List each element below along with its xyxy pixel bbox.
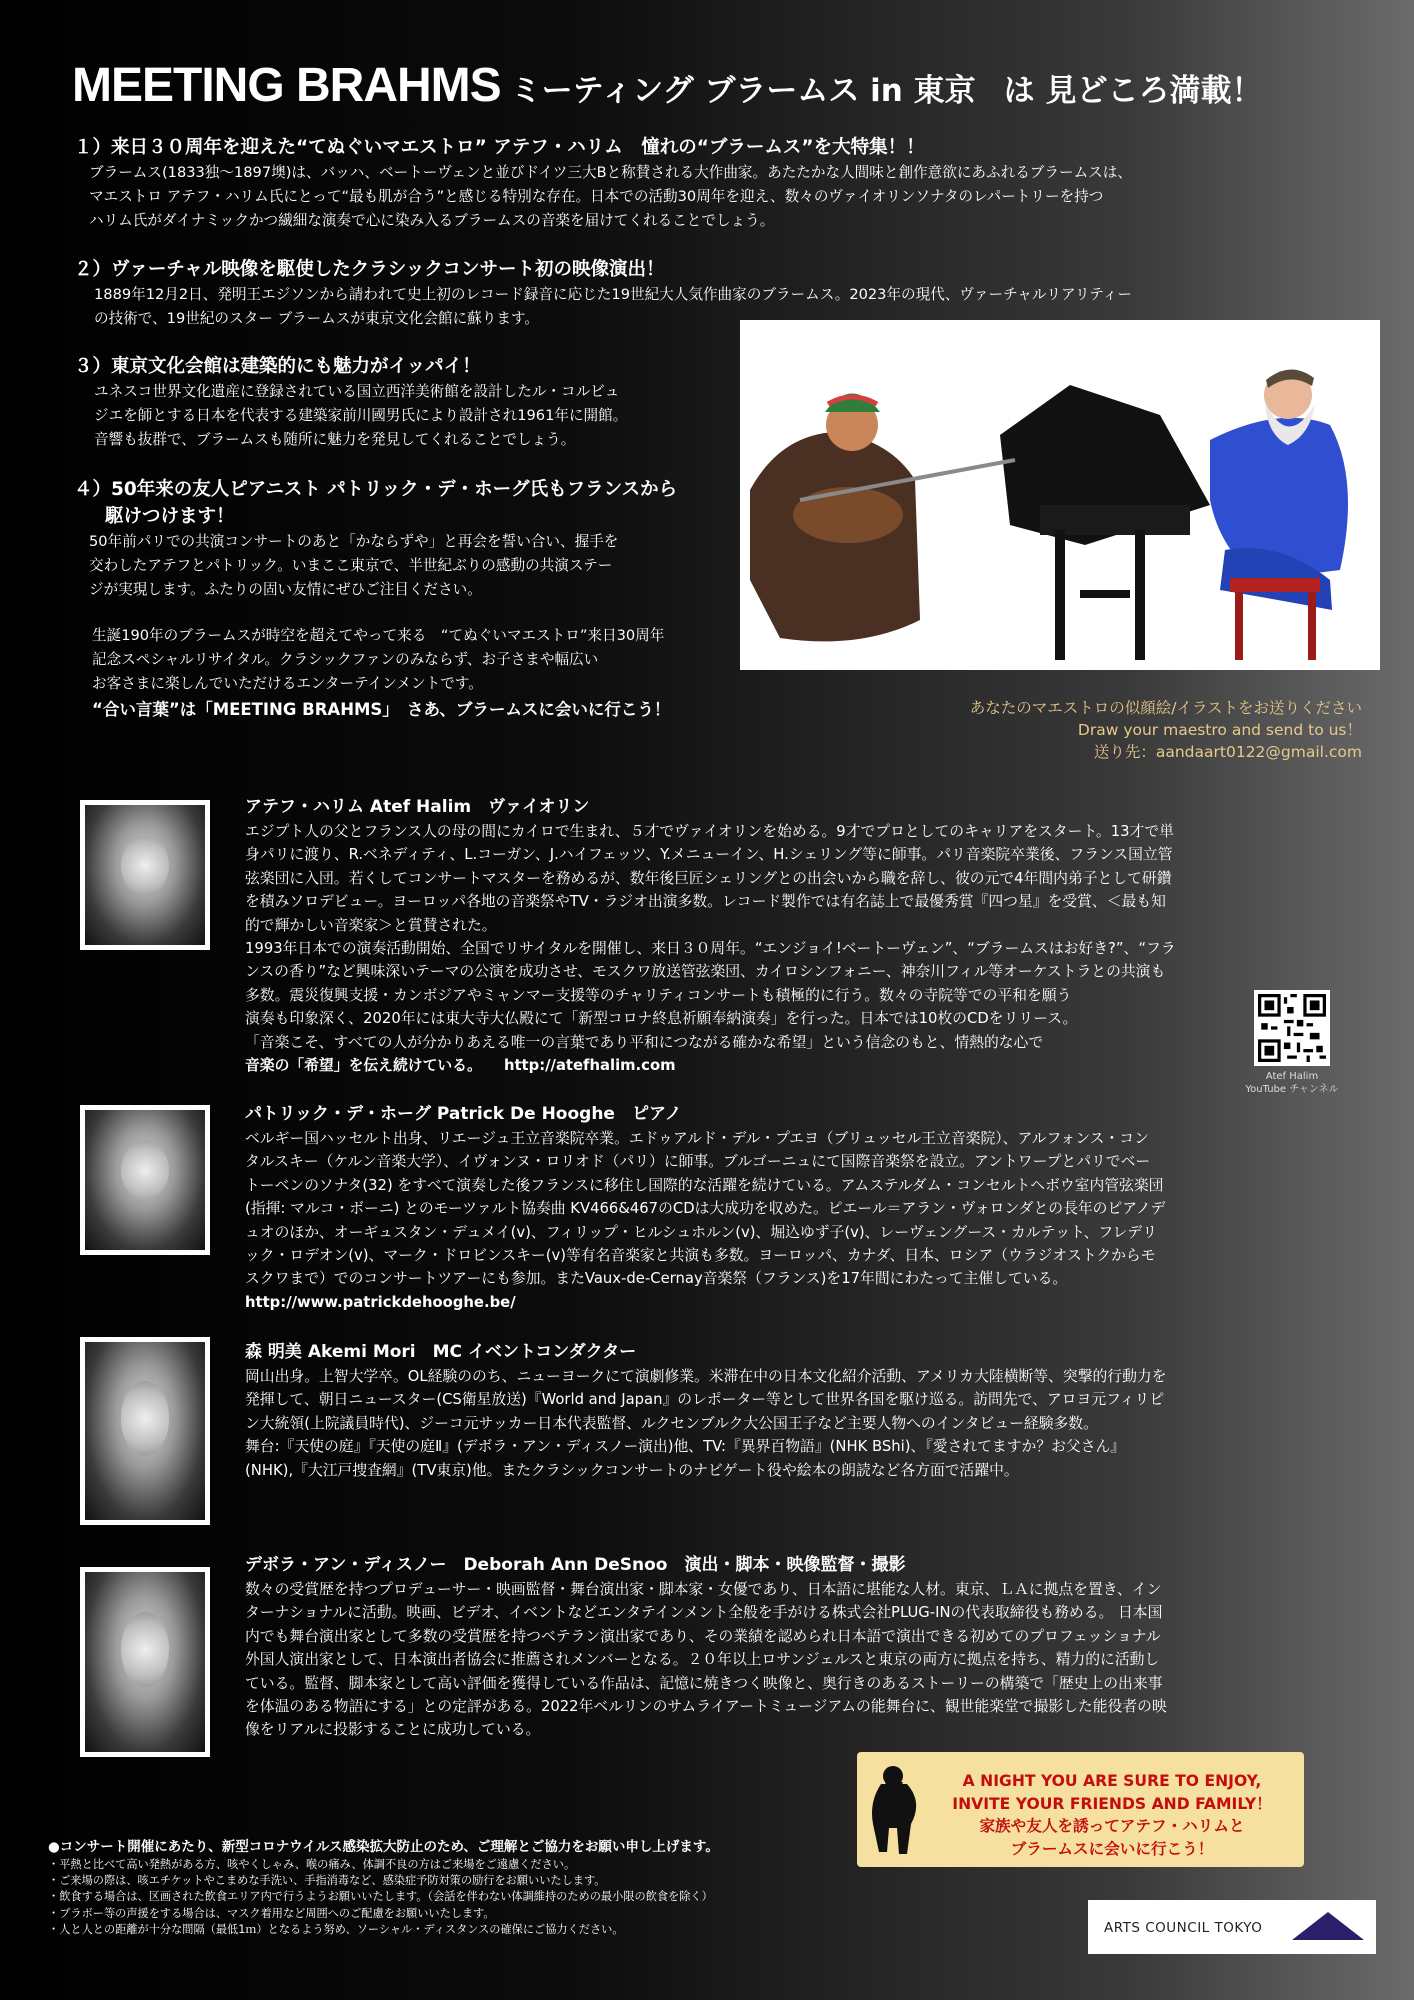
qr-caption: [1214, 1070, 1370, 1096]
bio-line: 身パリに渡り、R.ベネディティ、L.コーガン、J.ハイフェッツ、Y.メニューイン、H.シェリング等に師事。パリ音楽院卒業後、フランス国立管: [245, 846, 1173, 864]
qr-caption-name: Atef Halim: [1265, 1071, 1319, 1082]
notice-item: ・飲食する場合は、区画された飲食エリア内で行うようお願いいたします。（会話を伴わない体調維持のための最小限の飲食を除く）: [48, 1890, 713, 1904]
section-4: [74, 476, 754, 602]
bio-line: スクワまで）でのコンサートツアーにも参加。またVaux-de-Cernay音楽祭（フランス)を17年間にわたって主催している。: [245, 1270, 1068, 1288]
caption-email[interactable]: 送り先：aandaart0122@gmail.com: [1093, 743, 1362, 761]
section-3-line: 音響も抜群で、ブラームスも随所に魅力を発見してくれることでしょう。: [94, 431, 576, 448]
bio-line-url[interactable]: http://www.patrickdehooghe.be/: [245, 1293, 516, 1311]
title-tail: は 見どころ満載！: [1003, 73, 1263, 109]
logo-triangle-icon: [1290, 1910, 1366, 1942]
bio-patrick-de-hooghe: [245, 1102, 1345, 1314]
section-2-line: の技術で、19世紀のスター ブラームスが東京文化会館に蘇ります。: [94, 310, 539, 327]
section-3: [74, 353, 754, 452]
banner-line-1: A NIGHT YOU ARE SURE TO ENJOY,: [962, 1772, 1262, 1790]
bio-atef-halim: [245, 795, 1345, 1077]
caption-request: あなたのマエストロの似顔絵/イラストをお送りください: [969, 699, 1362, 717]
closing-line: 生誕190年のブラームスが時空を超えてやって来る “てぬぐいマエストロ”来日30周年: [92, 627, 665, 644]
section-1-heading: １）来日３０周年を迎えた“てぬぐいマエストロ” アテフ・ハリム 憧れの“ブラームス”を大特集！！: [74, 137, 925, 158]
bio-line: ンスの香り”など興味深いテーマの公演を成功させ、モスクワ放送管弦楽団、カイロシンフォニー、神奈川フィル等オーケストラとの共演も: [245, 963, 1166, 981]
bio-akemi-mori: [245, 1340, 1345, 1482]
title-english: MEETING BRAHMS: [72, 59, 501, 112]
qr-caption-channel: YouTube チャンネル: [1245, 1084, 1339, 1095]
closing-slogan: “合い言葉”は「MEETING BRAHMS」 さあ、ブラームスに会いに行こう！: [92, 700, 671, 719]
section-2-heading: ２）ヴァーチャル映像を駆使したクラシックコンサート初の映像演出！: [74, 259, 665, 280]
caption-english: Draw your maestro and send to us！: [1077, 721, 1362, 739]
bio-line: (NHK),『大江戸捜査網』(TV東京)他。またクラシックコンサートのナビゲート役や絵本の朗読など各方面で活躍中。: [245, 1461, 1019, 1479]
bio-line: タルスキー（ケルン音楽大学）、イヴォンヌ・ロリオド（パリ）に師事。ブルゴーニュにて国際音楽祭を設立。アントワープとパリでベー: [245, 1153, 1151, 1171]
notice-item: ・人と人との距離が十分な間隔（最低1ｍ）となるよう努め、ソーシャル・ディスタンスの確保にご協力ください。: [48, 1922, 624, 1936]
section-1-line: ブラームス(1833独〜1897墺)は、バッハ、ベートーヴェンと並びドイツ三大Bと称賛される大作曲家。あたたかな人間味と創作意欲にあふれるブラームスは、: [89, 164, 1132, 181]
bio-line: 「音楽こそ、すべての人が分かりあえる唯一の言葉であり平和につながる確かな希望」という信念のもと、情熱的な心で: [245, 1033, 1044, 1051]
bio-line: 数々の受賞歴を持つプロデューサー・映画監督・舞台演出家・脚本家・女優であり、日本語に堪能な人材。東京、ＬＡに拠点を置き、イン: [245, 1581, 1162, 1598]
section-3-line: ジエを師とする日本を代表する建築家前川國男氏により設計され1961年に開館。: [94, 407, 628, 424]
section-1-line: マエストロ アテフ・ハリム氏にとって“最も肌が合う”と感じる特別な存在。日本での活動30周年を迎え、数々のヴァイオリンソナタのレパートリーを持つ: [89, 188, 1104, 205]
bio-line: 多数。震災復興支援・カンボジアやミャンマー支援等のチャリティコンサートも積極的に行う。数々の寺院等での平和を願う: [245, 986, 1072, 1004]
covid-notice: [48, 1838, 848, 1938]
bio-heading: デボラ・アン・ディスノー Deborah Ann DeSnoo 演出・脚本・映像監督・撮影: [245, 1555, 906, 1575]
section-4-line: ジが実現します。ふたりの固い友情にぜひご注目ください。: [89, 581, 482, 598]
bio-line: 舞台:『天使の庭』『天使の庭Ⅱ』(デボラ・アン・ディスノー演出)他、TV:『異界百物語』(NHK BShi)、『愛されてますか？お父さん』: [245, 1438, 1126, 1456]
bio-line: 外国人演出家として、日本演出者協会に推薦されメンバーとなる。２０年以上ロサンジェルスと東京の両方に拠点を持ち、精力的に活動し: [245, 1651, 1160, 1669]
bio-line: 岡山出身。上智大学卒。OL経験ののち、ニューヨークにて演劇修業。米滞在中の日本文化紹介活動、アメリカ大陸横断等、突撃的行動力を: [245, 1368, 1167, 1385]
bio-line: ン大統領(上院議員時代)、ジーコ元サッカー日本代表監督、ルクセンブルク大公国王子など主要人物へのインタビュー経験多数。: [245, 1414, 1098, 1432]
section-2-line: 1889年12月2日、発明王エジソンから請われて史上初のレコード録音に応じた19世紀大人気作曲家のブラームス。2023年の現代、ヴァーチャルリアリティー: [94, 286, 1132, 303]
youtube-qr-code[interactable]: [1254, 990, 1330, 1066]
bio-line: 弦楽団に入団。若くしてコンサートマスターを務めるが、数年後巨匠シェリングとの出会いから職を辞し、彼の元で4年間内弟子として研鑽: [245, 869, 1172, 887]
bio-line: ている。監督、脚本家として高い評価を獲得している作品は、記憶に焼きつく映像と、奥行きのあるストーリーの構築で「歴史上の出来事: [245, 1674, 1163, 1692]
invite-banner: [857, 1752, 1304, 1867]
bio-heading: アテフ・ハリム Atef Halim ヴァイオリン: [245, 797, 590, 817]
bio-line: 発揮して、朝日ニュースター(CS衛星放送)『World and Japan』のレポーター等として世界各国を駆け巡る。訪問先で、アロヨ元フィリピ: [245, 1391, 1165, 1409]
bio-heading: パトリック・デ・ホーグ Patrick De Hooghe ピアノ: [245, 1104, 682, 1124]
closing-line: お客さまに楽しんでいただけるエンターテインメントです。: [92, 675, 483, 692]
bio-line: トーベンのソナタ(32) をすべて演奏した後フランスに移住し国際的な活躍を続けている。アムステルダム・コンセルトヘボウ室内管弦楽団: [245, 1176, 1164, 1194]
section-4-heading-cont: 駆けつけます！: [80, 506, 235, 527]
section-4-line: 50年前パリでの共演コンサートのあと「かならずや」と再会を誓い合い、握手を: [89, 533, 619, 550]
notice-item: ・ご来場の際は、咳エチケットやこまめな手洗い、手指消毒など、感染症予防対策の励行をお願いいたします。: [48, 1874, 606, 1888]
title-japanese: ミーティング ブラームス in 東京: [510, 73, 976, 109]
page-title: [72, 58, 1262, 113]
notice-heading: ●コンサート開催にあたり、新型コロナウイルス感染拡大防止のため、ご理解とご協力をお願い申し上げます。: [48, 1839, 719, 1855]
closing-line: 記念スペシャルリサイタル。クラシックファンのみならず、お子さまや幅広い: [92, 651, 599, 668]
bio-line: を積みソロデビュー。ヨーロッパ各地の音楽祭やTV・ラジオ出演多数。レコード製作では有名誌上で最優秀賞『四つ星』を受賞、＜最も知: [245, 893, 1166, 911]
banner-line-2: INVITE YOUR FRIENDS AND FAMILY！: [952, 1794, 1272, 1813]
logo-text: ARTS COUNCIL TOKYO: [1104, 1920, 1263, 1936]
bio-heading: 森 明美 Akemi Mori MC イベントコンダクター: [245, 1342, 637, 1362]
section-4-line: 交わしたアテフとパトリック。いまここ東京で、半世紀ぶりの感動の共演ステー: [89, 557, 613, 574]
notice-item: ・平熱と比べて高い発熱がある方、咳やくしゃみ、喉の痛み、体調不良の方はご来場をご遠慮ください。: [48, 1858, 576, 1871]
bio-line-url[interactable]: 音楽の「希望」を伝え続けている。 http://atefhalim.com: [245, 1057, 676, 1075]
bio-line: 像をリアルに投影することに成功している。: [245, 1721, 541, 1739]
atef-halim-photo: [80, 800, 210, 950]
bio-line: ターナショナルに活動。映画、ビデオ、イベントなどエンタテインメント全般を手がける株式会社PLUG-INの代表取締役も務める。 日本国: [245, 1604, 1163, 1622]
bio-line: ュオのほか、オーギュスタン・デュメイ(v)、フィリップ・ヒルシュホルン(v)、堀込ゆず子(v)、レーヴェングース・カルテット、フレデリ: [245, 1223, 1158, 1241]
section-4-heading: ４）50年来の友人ピアニスト パトリック・デ・ホーグ氏もフランスから: [74, 479, 678, 500]
akemi-mori-photo: [80, 1337, 210, 1525]
section-1: [74, 134, 1374, 233]
patrick-de-hooghe-photo: [80, 1105, 210, 1255]
bio-line: 内でも舞台演出家として多数の受賞歴を持つベテラン演出家であり、その業績を認められ日本語で演出できる初めてのプロフェッショナル: [245, 1627, 1161, 1645]
closing-message: [92, 624, 792, 723]
bio-line: ック・ロデオン(v)、マーク・ドロビンスキー(v)等有名音楽家と共演も多数。ヨーロッパ、カナダ、日本、ロシア（ウラジオストクからモ: [245, 1247, 1156, 1265]
bio-line: を体温のある物語にする」との定評がある。2022年ベルリンのサムライアートミュージアムの能舞台に、観世能楽堂で撮影した能役者の映: [245, 1698, 1167, 1716]
bio-line: ベルギー国ハッセルト出身、リエージュ王立音楽院卒業。エドゥアルド・デル・プエヨ（ブリュッセル王立音楽院）、アルフォンス・コン: [245, 1130, 1149, 1147]
section-1-line: ハリム氏がダイナミックかつ繊細な演奏で心に染み入るブラームスの音楽を届けてくれることでしょう。: [89, 212, 775, 229]
bio-line: 演奏も印象深く、2020年には東大寺大仏殿にて「新型コロナ終息祈願奉納演奏」を行った。日本では10枚のCDをリリース。: [245, 1010, 1078, 1028]
notice-item: ・ブラボー等の声援をする場合は、マスク着用など周囲へのご配慮をお願いいたします。: [48, 1906, 495, 1920]
section-3-line: ユネスコ世界文化遺産に登録されている国立西洋美術館を設計したル・コルビュ: [94, 383, 620, 400]
bio-line: エジプト人の父とフランス人の母の間にカイロで生まれ、５才でヴァイオリンを始める。9才でプロとしてのキャリアをスタート。13才で単: [245, 823, 1174, 840]
arts-council-tokyo-logo: [1088, 1900, 1376, 1954]
banner-line-3: 家族や友人を誘ってアテフ・ハリムと: [979, 1817, 1245, 1835]
bio-line: (指揮: マルコ・ボーニ) とのモーツァルト協奏曲 KV466&467のCDは大成功を収めた。ピエール＝アラン・ヴォロンダとの長年のピアノデ: [245, 1200, 1166, 1218]
bio-deborah-desnoo: [245, 1553, 1345, 1742]
illustration-caption: [970, 697, 1362, 763]
section-3-heading: ３）東京文化会館は建築的にも魅力がイッパイ！: [74, 356, 481, 377]
maestro-illustration: [740, 320, 1380, 670]
bio-line: 1993年日本での演奏活動開始、全国でリサイタルを開催し、来日３０周年。“エンジョイ!ベートーヴェン”、“ブラームスはお好き?”、“フラ: [245, 940, 1176, 958]
banner-line-4: ブラームスに会いに行こう！: [1010, 1839, 1214, 1858]
bio-line: 的で輝かしい音楽家＞と賞賛された。: [245, 916, 497, 934]
brahms-silhouette-icon: [867, 1762, 929, 1860]
deborah-desnoo-photo: [80, 1567, 210, 1757]
